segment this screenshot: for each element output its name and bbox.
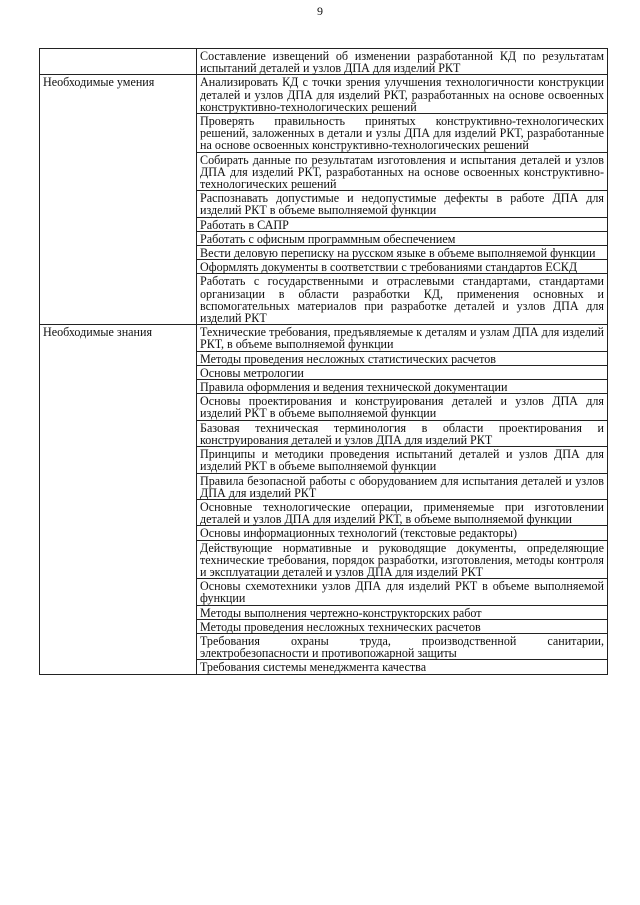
skills-category-label: Необходимые умения [40,75,197,325]
table-cell-item: Основы метрологии [197,365,608,379]
table-cell-item: Правила оформления и ведения технической документации [197,380,608,394]
table-row [40,49,608,75]
table-cell-item: Вести деловую переписку на русском языке в объеме выполняемой функции [197,246,608,260]
table-cell-item: Методы выполнения чертежно-конструкторских работ [197,605,608,619]
table-cell-item: Методы проведения несложных статистических расчетов [197,351,608,365]
requirements-table [39,48,608,675]
page-number: 9 [317,4,323,18]
table-cell-item: Работать с офисным программным обеспечением [197,231,608,245]
table-cell-item: Действующие нормативные и руководящие документы, определяющие технические требования, порядок разработки, изготовления, методы контроля и эксплуатации деталей и узлов ДПА для изделий РКТ [197,540,608,579]
table-cell-item: Основы информационных технологий (текстовые редакторы) [197,526,608,540]
table-cell-item: Требования системы менеджмента качества [197,660,608,674]
table-row [40,75,608,114]
table-cell-item: Требования охраны труда, производственной санитарии, электробезопасности и противопожарной защиты [197,633,608,659]
table-cell-item: Базовая техническая терминология в области проектирования и конструирования деталей и узлов ДПА для изделий РКТ [197,420,608,446]
table-cell-item: Проверять правильность принятых конструктивно-технологических решений, заложенных в детали и узлы ДПА для изделий РКТ, разработанные на основе освоенных конструктивно-технологических решений [197,114,608,153]
knowledge-category-label: Необходимые знания [40,325,197,674]
category-cell-empty [40,49,197,75]
table-cell-item: Методы проведения несложных технических расчетов [197,619,608,633]
table-row [40,325,608,351]
table-cell-item: Анализировать КД с точки зрения улучшения технологичности конструкции деталей и узлов ДПА для изделий РКТ, разработанных на основе освоенных конструктивно-технологических решений [197,75,608,114]
table-cell-item: Основные технологические операции, применяемые при изготовлении деталей и узлов ДПА для изделий РКТ, в объеме выполняемой функции [197,499,608,525]
table-cell-item: Технические требования, предъявляемые к деталям и узлам ДПА для изделий РКТ, в объеме выполняемой функции [197,325,608,351]
table-cell-item: Правила безопасной работы с оборудованием для испытания деталей и узлов ДПА для изделий РКТ [197,473,608,499]
table-cell-item: Распознавать допустимые и недопустимые дефекты в работе ДПА для изделий РКТ в объеме выполняемой функции [197,191,608,217]
requirements-table-body [40,49,608,675]
table-cell-item: Работать с государственными и отраслевыми стандартами, стандартами организации в области разработки КД, применения основных и вспомогательных материалов при разработке деталей и узлов ДПА для изделий РКТ [197,274,608,325]
table-cell-item: Принципы и методики проведения испытаний деталей и узлов ДПА для изделий РКТ в объеме выполняемой функции [197,447,608,473]
table-cell-item: Основы схемотехники узлов ДПА для изделий РКТ в объеме выполняемой функции [197,579,608,605]
table-cell-item: Собирать данные по результатам изготовления и испытания деталей и узлов ДПА для изделий РКТ, разработанных на основе освоенных конструктивно-технологических решений [197,152,608,191]
table-cell-item: Основы проектирования и конструирования деталей и узлов ДПА для изделий РКТ в объеме выполняемой функции [197,394,608,420]
table-cell-item: Работать в САПР [197,217,608,231]
table-cell-item: Оформлять документы в соответствии с требованиями стандартов ЕСКД [197,260,608,274]
table-cell-item: Составление извещений об изменении разработанной КД по результатам испытаний деталей и узлов ДПА для изделий РКТ [197,49,608,75]
